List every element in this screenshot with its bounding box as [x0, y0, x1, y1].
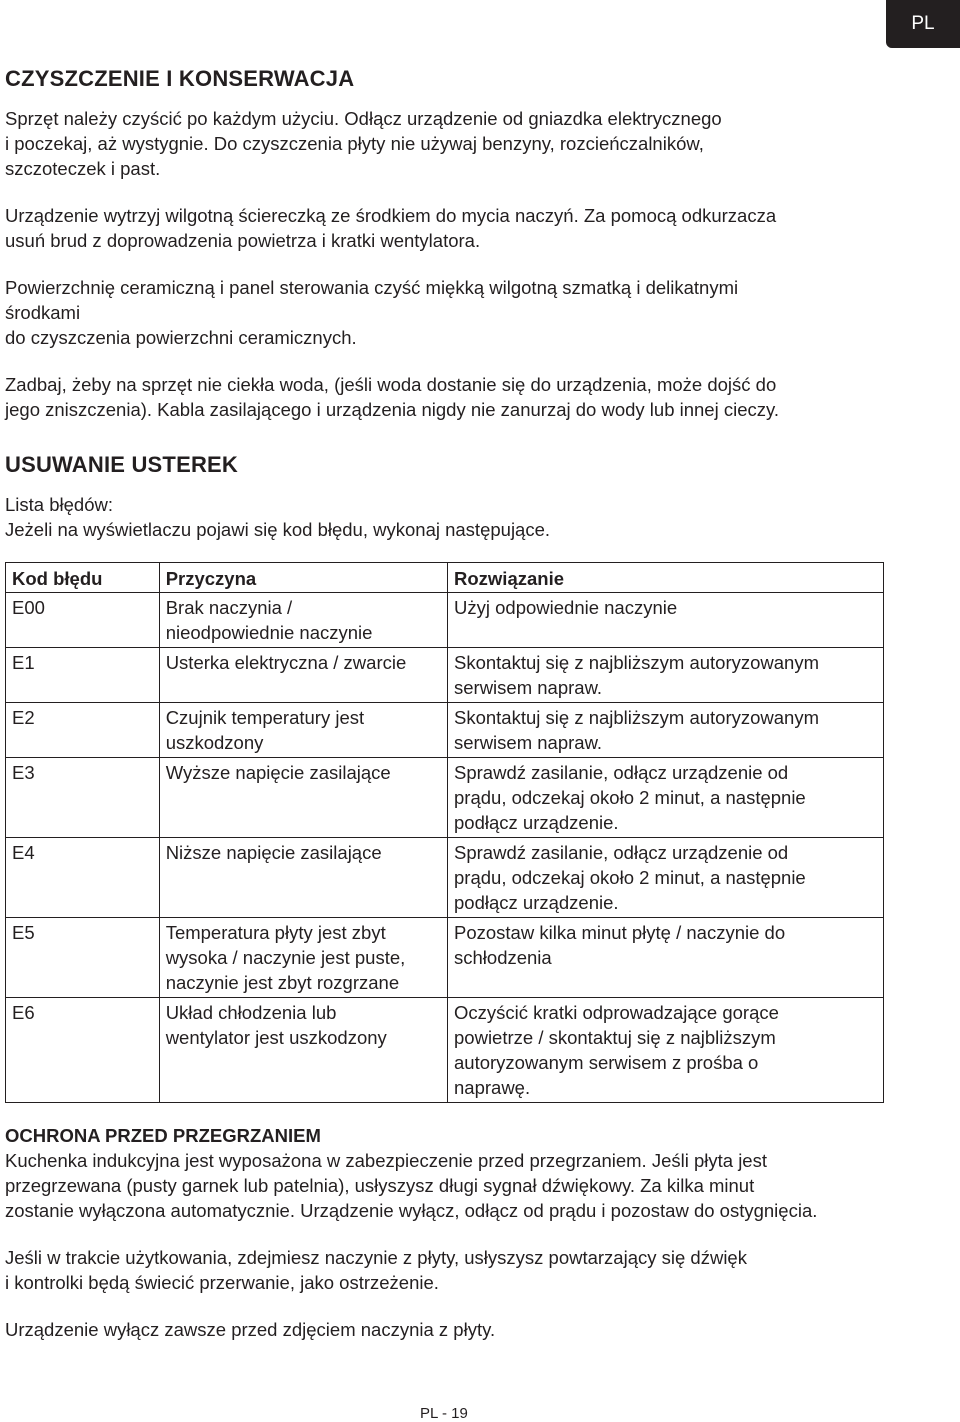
cleaning-paragraph-1: [5, 106, 885, 181]
error-code-cell: E3: [6, 758, 160, 838]
text-line: Brak naczynia /: [165, 597, 293, 618]
text-line: autoryzowanym serwisem z prośba o: [454, 1052, 759, 1073]
solution-cell: [448, 998, 884, 1103]
text-line: Pozostaw kilka minut płytę / naczynie do: [454, 922, 786, 943]
text-line: Sprzęt należy czyścić po każdym użyciu. Odłącz urządzenie od gniazdka elektrycznego: [5, 108, 722, 129]
text-line: serwisem napraw.: [454, 677, 603, 698]
text-line: Czujnik temperatury jest: [165, 707, 365, 728]
text-line: Usterka elektryczna / zwarcie: [165, 652, 407, 673]
error-code-table: [5, 562, 884, 1103]
solution-cell: [448, 703, 884, 758]
text-line: naprawę.: [454, 1077, 531, 1098]
text-line: usuń brud z doprowadzenia powietrza i kratki wentylatora.: [5, 230, 481, 251]
text-line: podłącz urządzenie.: [454, 892, 619, 913]
section-title-troubleshooting: USUWANIE USTEREK: [5, 452, 238, 477]
text-line: Urządzenie wytrzyj wilgotną ściereczką ze środkiem do mycia naczyń. Za pomocą odkurzacza: [5, 205, 777, 226]
text-line: schłodzenia: [454, 947, 552, 968]
solution-cell: [448, 648, 884, 703]
table-row: [6, 838, 884, 918]
text-line: Jeśli w trakcie użytkowania, zdejmiesz naczynie z płyty, usłyszysz powtarzający się dźwięk: [5, 1247, 747, 1268]
error-code-cell: E4: [6, 838, 160, 918]
text-line: wentylator jest uszkodzony: [165, 1027, 387, 1048]
cleaning-paragraph-4: [5, 372, 885, 422]
overheat-paragraph-3: [5, 1317, 885, 1342]
text-line: Zadbaj, żeby na sprzęt nie ciekła woda, (jeśli woda dostanie się do urządzenia, może dojść do: [5, 374, 777, 395]
text-line: i kontrolki będą świecić przerwanie, jako ostrzeżenie.: [5, 1272, 439, 1293]
text-line: zostanie wyłączona automatycznie. Urządzenie wyłącz, odłącz od prądu i pozostaw do ostygnięcia.: [5, 1200, 818, 1221]
text-line: Oczyścić kratki odprowadzające gorące: [454, 1002, 779, 1023]
text-line: Skontaktuj się z najbliższym autoryzowanym: [454, 707, 820, 728]
text-line: przegrzewana (pusty garnek lub patelnia), usłyszysz długi sygnał dźwiękowy. Za kilka minut: [5, 1175, 755, 1196]
text-line: Sprawdź zasilanie, odłącz urządzenie od: [454, 762, 789, 783]
text-line: Użyj odpowiednie naczynie: [454, 597, 678, 618]
error-code-cell: E1: [6, 648, 160, 703]
table-row: [6, 998, 884, 1103]
text-line: nieodpowiednie naczynie: [165, 622, 373, 643]
solution-cell: [448, 838, 884, 918]
text-line: naczynie jest zbyt rozgrzane: [165, 972, 400, 993]
text-line: powietrze / skontaktuj się z najbliższym: [454, 1027, 776, 1048]
cause-cell: [159, 703, 447, 758]
text-line: Kuchenka indukcyjna jest wyposażona w zabezpieczenie przed przegrzaniem. Jeśli płyta jest: [5, 1150, 767, 1171]
text-line: środkami: [5, 302, 81, 323]
error-code-cell: E2: [6, 703, 160, 758]
text-line: i poczekaj, aż wystygnie. Do czyszczenia płyty nie używaj benzyny, rozcieńczalników,: [5, 133, 704, 154]
cause-cell: [159, 648, 447, 703]
cause-cell: [159, 838, 447, 918]
solution-cell: [448, 758, 884, 838]
table-row: [6, 758, 884, 838]
column-header-solution: Rozwiązanie: [448, 563, 884, 593]
text-line: Temperatura płyty jest zbyt: [165, 922, 386, 943]
error-code-cell: E5: [6, 918, 160, 998]
text-line: Układ chłodzenia lub: [165, 1002, 337, 1023]
text-line: podłącz urządzenie.: [454, 812, 619, 833]
text-line: Niższe napięcie zasilające: [165, 842, 382, 863]
text-line: serwisem napraw.: [454, 732, 603, 753]
text-line: Jeżeli na wyświetlaczu pojawi się kod błędu, wykonaj następujące.: [5, 519, 551, 540]
table-row: [6, 703, 884, 758]
table-row: [6, 593, 884, 648]
text-line: Wyższe napięcie zasilające: [165, 762, 391, 783]
text-line: Powierzchnię ceramiczną i panel sterowania czyść miękką wilgotną szmatką i delikatnymi: [5, 277, 739, 298]
solution-cell: [448, 918, 884, 998]
text-line: jego zniszczenia). Kabla zasilającego i urządzenia nigdy nie zanurzaj do wody lub innej cieczy.: [5, 399, 780, 420]
cleaning-paragraph-3: [5, 275, 885, 350]
cause-cell: [159, 998, 447, 1103]
text-line: Lista błędów:: [5, 494, 113, 515]
language-tab: PL: [886, 0, 960, 48]
cause-cell: [159, 758, 447, 838]
text-line: Skontaktuj się z najbliższym autoryzowanym: [454, 652, 820, 673]
text-line: uszkodzony: [165, 732, 264, 753]
text-line: Sprawdź zasilanie, odłącz urządzenie od: [454, 842, 789, 863]
error-code-cell: E00: [6, 593, 160, 648]
table-header-row: [6, 563, 884, 593]
text-line: wysoka / naczynie jest puste,: [165, 947, 406, 968]
cause-cell: [159, 593, 447, 648]
text-line: prądu, odczekaj około 2 minut, a następnie: [454, 867, 806, 888]
text-line: Urządzenie wyłącz zawsze przed zdjęciem naczynia z płyty.: [5, 1319, 496, 1340]
overheat-paragraph-2: [5, 1245, 885, 1295]
text-line: szczoteczek i past.: [5, 158, 161, 179]
text-line: do czyszczenia powierzchni ceramicznych.: [5, 327, 357, 348]
solution-cell: [448, 593, 884, 648]
column-header-cause: Przyczyna: [159, 563, 447, 593]
section-title-overheat-protection: OCHRONA PRZED PRZEGRZANIEM: [5, 1125, 321, 1146]
troubleshooting-intro: [5, 492, 885, 542]
table-row: [6, 918, 884, 998]
cleaning-paragraph-2: [5, 203, 885, 253]
cause-cell: [159, 918, 447, 998]
error-code-cell: E6: [6, 998, 160, 1103]
text-line: prądu, odczekaj około 2 minut, a następnie: [454, 787, 806, 808]
section-title-cleaning: CZYSZCZENIE I KONSERWACJA: [5, 66, 355, 91]
overheat-paragraph-1: [5, 1148, 885, 1223]
page-content: [5, 66, 885, 1342]
table-row: [6, 648, 884, 703]
page-number: PL - 19: [420, 1405, 468, 1422]
column-header-code: Kod błędu: [6, 563, 160, 593]
